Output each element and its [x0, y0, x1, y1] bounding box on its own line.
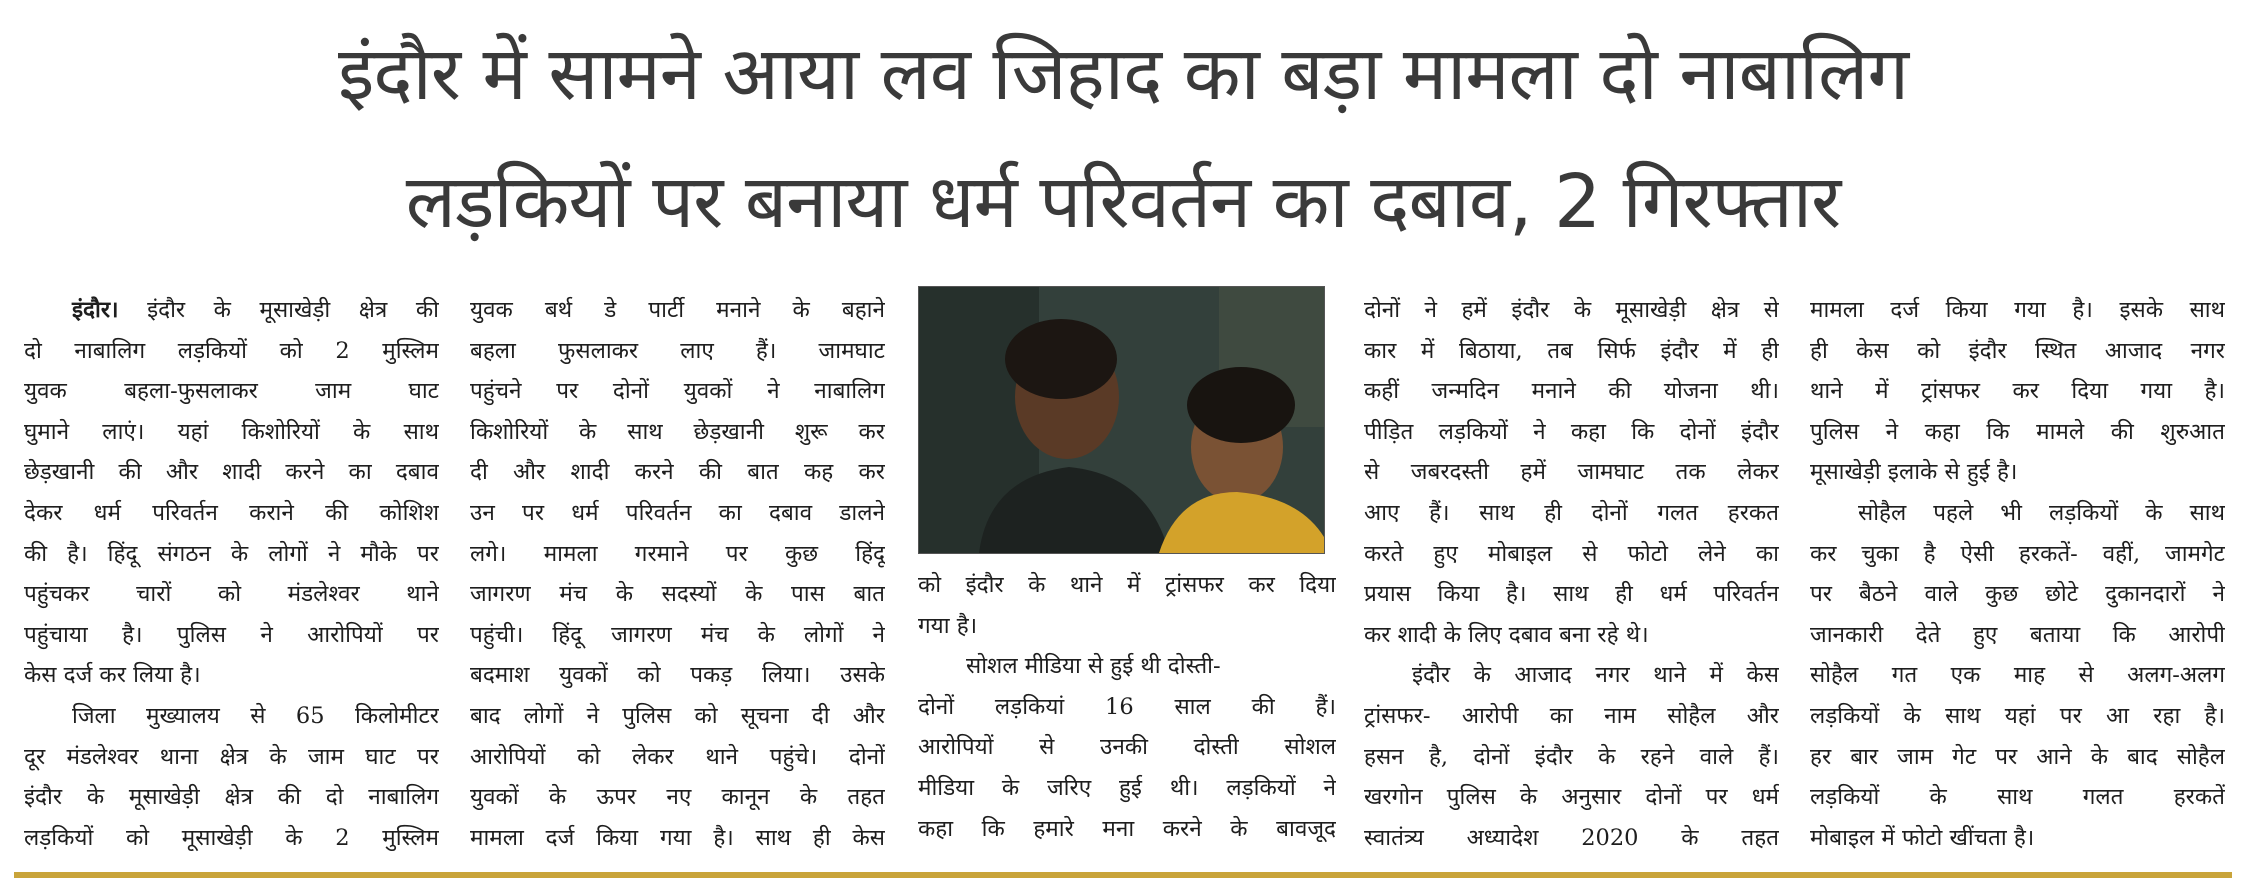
text-line: किशोरियों के साथ छेड़खानी शुरू कर [470, 418, 885, 445]
text-line: पहुंचकर चारों को मंडलेश्वर थाने [24, 581, 439, 608]
text-line: दी और शादी करने की बात कह कर [470, 459, 885, 486]
text-line: करते हुए मोबाइल से फोटो लेने का [1364, 540, 1779, 567]
text-line: युवकों के ऊपर नए कानून के तहत [470, 784, 885, 811]
text-line: बदमाश युवकों को पकड़ लिया। उसके [470, 662, 885, 689]
text-line: युवक बहला-फुसलाकर जाम घाट [24, 378, 439, 405]
text-line: थाने में ट्रांसफर कर दिया गया है। [1810, 378, 2225, 405]
text-line: दोनों लड़कियां 16 साल की हैं। [918, 693, 1336, 720]
article-column-2 [470, 290, 885, 858]
text-line: स्वातंत्र्य अध्यादेश 2020 के तहत [1364, 824, 1779, 851]
text-line: गया है। [918, 612, 978, 639]
text-line: आरोपियों को लेकर थाने पहुंचे। दोनों [470, 743, 885, 770]
bottom-rule [14, 872, 2232, 878]
text-line: से जबरदस्ती हमें जामघाट तक लेकर [1364, 459, 1779, 486]
subheading-line: सोशल मीडिया से हुई थी दोस्ती- [966, 653, 1221, 680]
text-line: सोहैल गत एक माह से अलग-अलग [1810, 662, 2225, 689]
text-line [24, 290, 439, 331]
text-line: जिला मुख्यालय से 65 किलोमीटर [72, 702, 439, 729]
text-line: ही केस को इंदौर स्थित आजाद नगर [1810, 337, 2225, 364]
text-line: छेड़खानी की और शादी करने का दबाव [24, 459, 439, 486]
article-column-1 [24, 290, 439, 858]
subheading-line: इंदौर के आजाद नगर थाने में केस [1412, 662, 1779, 689]
text-line: मामला दर्ज किया गया है। इसके साथ [1810, 297, 2225, 323]
text-line: खरगोन पुलिस के अनुसार दोनों पर धर्म [1364, 784, 1779, 811]
text-line: दो नाबालिग लड़कियों को 2 मुस्लिम [24, 337, 439, 364]
text-line: दूर मंडलेश्वर थाना क्षेत्र के जाम घाट पर [24, 743, 439, 770]
text-line: आरोपियों से उनकी दोस्ती सोशल [918, 734, 1336, 761]
text-line: पर बैठने वाले कुछ छोटे दुकानदारों ने [1810, 581, 2225, 608]
text-line: जागरण मंच के सदस्यों के पास बात [470, 581, 885, 608]
headline [0, 10, 2246, 266]
photo-illustration [919, 287, 1324, 553]
dateline: इंदौर। [72, 297, 119, 323]
news-photo [918, 286, 1325, 554]
text-line: जानकारी देते हुए बताया कि आरोपी [1810, 621, 2225, 648]
text-line: कहीं जन्मदिन मनाने की योजना थी। [1364, 378, 1779, 405]
text-line: कर शादी के लिए दबाव बना रहे थे। [1364, 621, 1649, 648]
text-line: इंदौर के मूसाखेड़ी क्षेत्र की दो नाबालिग [24, 784, 439, 811]
text-line: प्रयास किया है। साथ ही धर्म परिवर्तन [1364, 581, 1779, 608]
text-line: लगे। मामला गरमाने पर कुछ हिंदू [470, 540, 885, 567]
text-line: युवक बर्थ डे पार्टी मनाने के बहाने [470, 297, 885, 323]
headline-line-2: लड़कियों पर बनाया धर्म परिवर्तन का दबाव, 2 गिरफ्तार [405, 159, 1841, 245]
text-line: पुलिस ने कहा कि मामले की शुरुआत [1810, 418, 2225, 445]
text-line: लड़कियों को मूसाखेड़ी के 2 मुस्लिम [24, 824, 439, 851]
text-line: पहुंची। हिंदू जागरण मंच के लोगों ने [470, 621, 885, 648]
text-line: कार में बिठाया, तब सिर्फ इंदौर में ही [1364, 337, 1779, 364]
text-fragment: इंदौर के मूसाखेड़ी क्षेत्र की [147, 297, 439, 323]
text-line: पीड़ित लड़कियों ने कहा कि दोनों इंदौर [1364, 418, 1779, 445]
text-line: दोनों ने हमें इंदौर के मूसाखेड़ी क्षेत्र से [1364, 297, 1779, 323]
text-line: मोबाइल में फोटो खींचता है। [1810, 824, 2035, 851]
text-line: हर बार जाम गेट पर आने के बाद सोहैल [1810, 743, 2225, 770]
text-line: पहुंचाया है। पुलिस ने आरोपियों पर [24, 621, 439, 648]
headline-line-1: इंदौर में सामने आया लव जिहाद का बड़ा मामला दो नाबालिग [337, 31, 1909, 117]
text-line: मूसाखेड़ी इलाके से हुई है। [1810, 459, 2018, 486]
text-line: कर चुका है ऐसी हरकतें- वहीं, जामगेट [1810, 540, 2225, 567]
text-line: को इंदौर के थाने में ट्रांसफर कर दिया [918, 572, 1336, 598]
text-line: कहा कि हमारे मना करने के बावजूद [918, 815, 1336, 842]
text-line: मामला दर्ज किया गया है। साथ ही केस [470, 824, 885, 851]
article-column-4 [1364, 290, 1779, 858]
subheading-line: सोहैल पहले भी लड़कियों के साथ [1858, 499, 2225, 526]
article-column-3 [918, 565, 1336, 849]
text-line: लड़कियों के साथ यहां पर आ रहा है। [1810, 702, 2225, 729]
text-line: घुमाने लाएं। यहां किशोरियों के साथ [24, 418, 439, 445]
text-line: आए हैं। साथ ही दोनों गलत हरकत [1364, 499, 1779, 526]
article-column-5 [1810, 290, 2225, 858]
text-line: केस दर्ज कर लिया है। [24, 662, 201, 689]
text-line: बाद लोगों ने पुलिस को सूचना दी और [470, 702, 885, 729]
text-line: ट्रांसफर- आरोपी का नाम सोहैल और [1364, 702, 1779, 729]
text-line: उन पर धर्म परिवर्तन का दबाव डालने [470, 499, 885, 526]
text-line: बहला फुसलाकर लाए हैं। जामघाट [470, 337, 885, 364]
text-line: पहुंचने पर दोनों युवकों ने नाबालिग [470, 378, 885, 405]
text-line: मीडिया के जरिए हुई थी। लड़कियों ने [918, 774, 1336, 801]
text-line: की है। हिंदू संगठन के लोगों ने मौके पर [24, 540, 439, 567]
text-line: हसन है, दोनों इंदौर के रहने वाले हैं। [1364, 743, 1779, 770]
text-line: लड़कियों के साथ गलत हरकतें [1810, 784, 2225, 811]
text-line: देकर धर्म परिवर्तन कराने की कोशिश [24, 499, 439, 526]
